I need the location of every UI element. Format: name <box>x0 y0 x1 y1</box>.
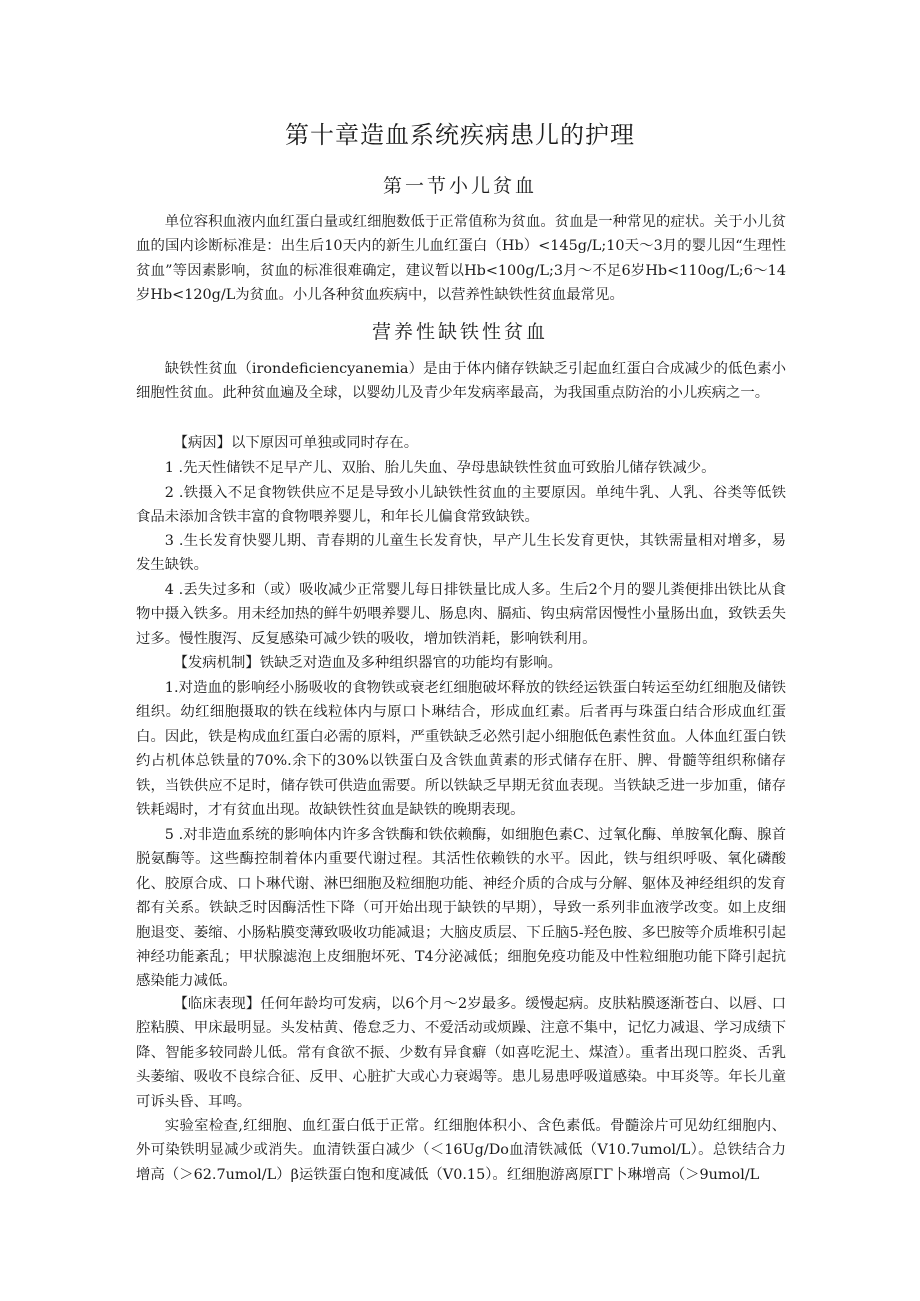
paragraph-etiology-heading: 【病因】以下原因可单独或同时存在。 <box>173 435 419 451</box>
chapter-title: 第十章造血系统疾病患儿的护理 <box>285 121 635 149</box>
paragraph-etiology-3: 3 .生长发育快婴儿期、青春期的儿童生长发育快，早产儿生长发育更快，其铁需量相对增多，易发生缺铁。 <box>136 533 786 574</box>
paragraph-lab-tests: 实验室检查,红细胞、血红蛋白低于正常。红细胞体积小、含色素低。骨髓涂片可见幼红细胞内、外可染铁明显减少或消失。血清铁蛋白减少（＜16Ug/Do血清铁减低（V10.7umol/L）。总铁结合力增高（＞62.7umol∕L）β运铁蛋白饱和度减低（V0.15）。红细胞游离原ΓΓ卜琳增高（＞9umol∕L <box>136 1118 786 1183</box>
paragraph-etiology-2: 2 .铁摄入不足食物铁供应不足是导致小儿缺铁性贫血的主要原因。单纯牛乳、人乳、谷类等低铁食品未添加含铁丰富的食物喂养婴儿，和年长儿偏食常致缺铁。 <box>136 485 786 526</box>
section-title-iron-deficiency-anemia: 营养性缺铁性贫血 <box>371 321 548 343</box>
paragraph-mechanism-heading: 【发病机制】铁缺乏对造血及多种组织器官的功能均有影响。 <box>173 655 562 671</box>
paragraph-definition: 缺铁性贫血（irondeficiencyanemia）是由于体内储存铁缺乏引起血红蛋白合成减少的低色素小细胞性贫血。此种贫血遍及全球，以婴幼儿及青少年发病率最高，为我国重点防治的小儿疾病之一。 <box>136 361 786 402</box>
paragraph-clinical-manifestations: 【临床表现】任何年龄均可发病，以6个月～2岁最多。缓慢起病。皮肤粘膜逐渐苍白、以唇、口腔粘膜、甲床最明显。头发枯黄、倦怠乏力、不爱活动或烦躁、注意不集中，记忆力减退、学习成绩下降、智能多较同龄儿低。常有食欲不振、少数有异食癖（如喜吃泥土、煤渣）。重者出现口腔炎、舌乳头萎缩、吸收不良综合征、反甲、心脏扩大或心力衰竭等。患儿易患呼吸道感染。中耳炎等。年长儿童可诉头昏、耳鸣。 <box>136 996 786 1110</box>
section-title-pediatric-anemia: 第一节小儿贫血 <box>382 175 537 197</box>
paragraph-etiology-4: 4 .丢失过多和（或）吸收减少正常婴儿每日排铁量比成人多。生后2个月的婴儿粪便排出铁比从食物中摄入铁多。用未经加热的鲜牛奶喂养婴儿、肠息肉、膈疝、钩虫病常因慢性小量肠出血，致铁丢失过多。慢性腹泻、反复感染可减少铁的吸收，增加铁消耗，影响铁利用。 <box>136 582 786 647</box>
paragraph-mechanism-1: 1.对造血的影响经小肠吸收的食物铁或衰老红细胞破坏释放的铁经运铁蛋白转运至幼红细胞及储铁组织。幼红细胞摄取的铁在线粒体内与原口卜琳结合，形成血红素。后者再与珠蛋白结合形成血红蛋白。因此，铁是构成血红蛋白必需的原料，严重铁缺乏必然引起小细胞低色素性贫血。人体血红蛋白铁约占机体总铁量的70%.余下的30%以铁蛋白及含铁血黄素的形式储存在肝、脾、骨髓等组织称储存铁，当铁供应不足时，储存铁可供造血需要。所以铁缺乏早期无贫血表现。当铁缺乏进一步加重，储存铁耗竭时，才有贫血出现。故缺铁性贫血是缺铁的晚期表现。 <box>136 680 786 819</box>
paragraph-intro: 单位容积血液内血红蛋白量或红细胞数低于正常值称为贫血。贫血是一种常见的症状。关于小儿贫血的国内诊断标准是：出生后10天内的新生儿血红蛋白（Hb）<145g∕L;10天～3月的婴儿因“生理性贫血”等因素影响，贫血的标准很难确定，建议暂以Hb<100g∕L;3月～不足6岁Hb<110og∕L;6～14岁Hb<120g∕L为贫血。小儿各种贫血疾病中，以营养性缺铁性贫血最常见。 <box>136 214 786 304</box>
paragraph-etiology-1: 1 .先天性储铁不足早产儿、双胎、胎儿失血、孕母患缺铁性贫血可致胎儿储存铁减少。 <box>164 460 716 476</box>
paragraph-mechanism-5: 5 .对非造血系统的影响体内许多含铁酶和铁依赖酶，如细胞色素C、过氧化酶、单胺氧化酶、腺首脱氨酶等。这些酶控制着体内重要代谢过程。其活性依赖铁的水平。因此，铁与组织呼吸、氧化磷酸化、胶原合成、口卜琳代谢、淋巴细胞及粒细胞功能、神经介质的合成与分解、躯体及神经组织的发育都有关系。铁缺乏时因酶活性下降（可开始出现于缺铁的早期），导致一系列非血液学改变。如上皮细胞退变、萎缩、小肠粘膜变薄致吸收功能减退；大脑皮质层、下丘脑5-羟色胺、多巴胺等介质堆积引起神经功能紊乱；甲状腺滤泡上皮细胞坏死、T4分泌减低；细胞免疫功能及中性粒细胞功能下降引起抗感染能力减低。 <box>136 827 786 990</box>
